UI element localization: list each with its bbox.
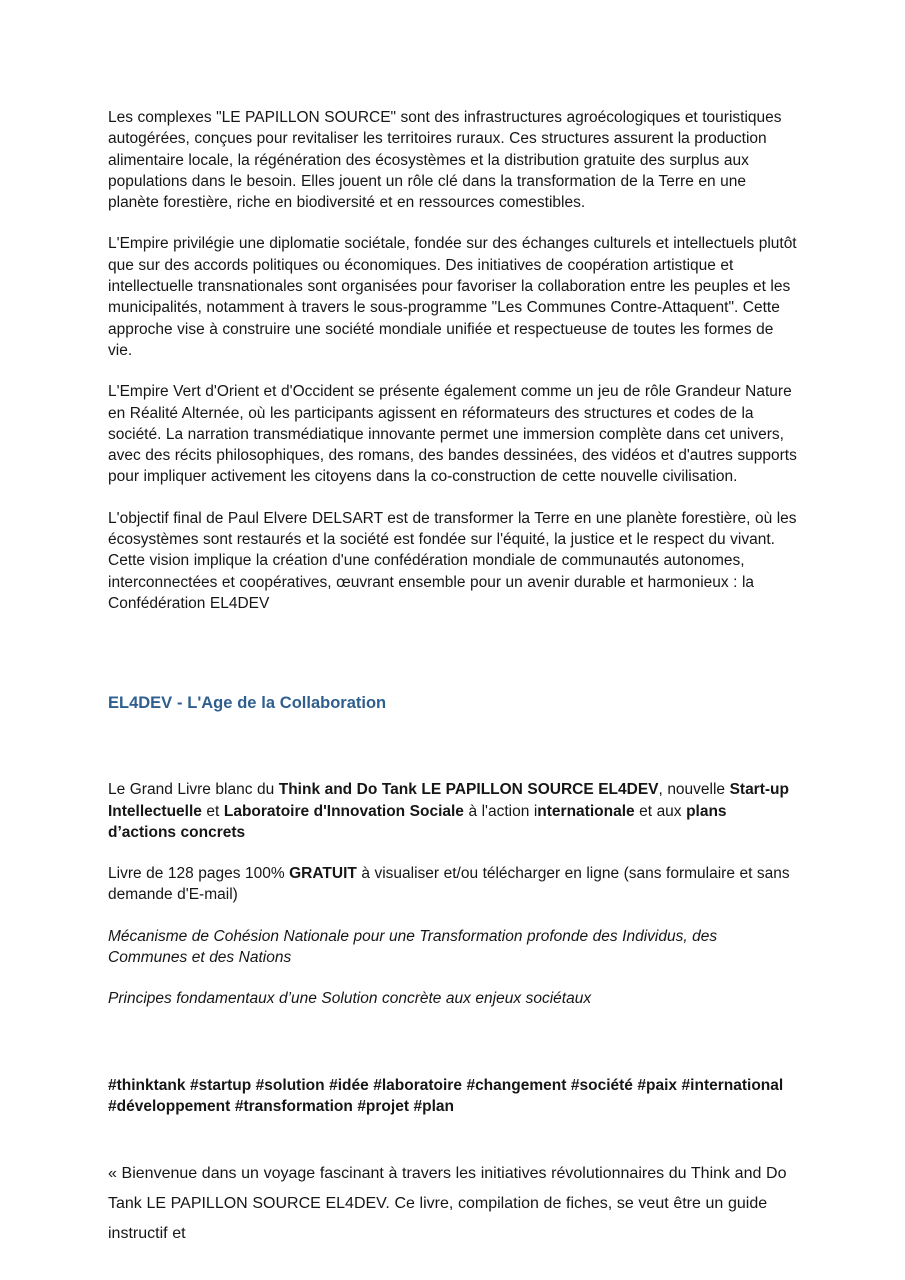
paragraph [108, 233, 798, 361]
paragraph [108, 779, 798, 843]
paragraph [108, 926, 798, 969]
text-segment: nternationale [537, 802, 635, 820]
text-segment: à l'action i [463, 802, 538, 820]
text-segment: Think and Do Tank LE PAPILLON SOURCE EL4DEV [278, 781, 659, 799]
text-segment: Les complexes "LE PAPILLON SOURCE" sont des infrastructures agroécologiques et touristiques autogérées, conçues pour revitaliser les territoires ruraux. Ces structures assurent la production alimentaire locale, la régénération des écosystèmes et la distribution gratuite des surplus aux populations dans le besoin. Elles jouent un rôle clé dans la transformation de la Terre en une planète forestière, riche en biodiversité et en ressources comestibles. [108, 109, 782, 212]
section-heading [108, 692, 798, 714]
spacer [108, 734, 798, 779]
paragraph [108, 381, 798, 487]
text-segment: L'Empire Vert d'Orient et d'Occident se présente également comme un jeu de rôle Grandeur Nature en Réalité Alternée, où les participants agissent en réformateurs des structures et codes de la société. La narration transmédiatique innovante permet une immersion complète dans cet univers, avec des récits philosophiques, des romans, des bandes dessinées, des vidéos et d'autres supports pour impliquer activement les citoyens dans la co-construction de cette nouvelle civilisation. [108, 383, 797, 486]
text-segment: L'objectif final de Paul Elvere DELSART est de transformer la Terre en une planète forestière, où les écosystèmes sont restaurés et la société est fondée sur l'équité, la justice et le respect du vivant. Cette vision implique la création d'une confédération mondiale de communautés autonomes, interconnectées et coopératives, œuvrant ensemble pour un avenir durable et harmonieux : la Confédération EL4DEV [108, 509, 797, 612]
text-segment: #thinktank #startup #solution #idée #laboratoire #changement #société #paix #international #développement #transformation #projet #plan [108, 1076, 784, 1115]
text-segment: GRATUIT [289, 865, 357, 883]
text-segment: Principes fondamentaux d’une Solution concrète aux enjeux sociétaux [108, 990, 592, 1008]
text-segment: Start-up Intellectuelle [108, 781, 789, 820]
text-segment: et aux [634, 802, 687, 820]
text-segment: Mécanisme de Cohésion Nationale pour une Transformation profonde des Individus, des Communes et des Nations [108, 927, 718, 967]
text-segment: Livre de 128 pages 100% [108, 865, 290, 883]
paragraph [108, 1159, 798, 1249]
text-segment: à visualiser et/ou télécharger en ligne (sans formulaire et sans demande d'E-mail) [108, 865, 790, 904]
text-segment: EL4DEV - L'Age de la Collaboration [108, 694, 387, 713]
paragraph [108, 508, 798, 614]
paragraph [108, 107, 798, 213]
document-body [108, 107, 798, 1269]
spacer [108, 634, 798, 692]
text-segment: Laboratoire d'Innovation Sociale [223, 802, 464, 820]
spacer [108, 1030, 798, 1075]
text-segment: plans d’actions concrets [108, 802, 727, 841]
text-segment: L'Empire privilégie une diplomatie sociétale, fondée sur des échanges culturels et intellectuels plutôt que sur des accords politiques ou économiques. Des initiatives de coopération artistique et intellectuelle transnationales sont organisées pour favoriser la collaboration entre les peuples et les municipalités, notamment à travers le sous-programme "Les Communes Contre-Attaquent". Cette approche vise à construire une société mondiale unifiée et respectueuse de toutes les formes de vie. [108, 235, 797, 359]
paragraph [108, 988, 798, 1009]
spacer [108, 1137, 798, 1159]
text-segment: « Bienvenue dans un voyage fascinant à travers les initiatives révolutionnaires du Think and Do Tank LE PAPILLON SOURCE EL4DEV. Ce livre, compilation de fiches, se veut être un guide instructif et [108, 1165, 787, 1243]
text-segment: , nouvelle [658, 781, 730, 799]
paragraph [108, 1075, 798, 1118]
paragraph [108, 863, 798, 906]
text-segment: et [201, 802, 224, 820]
text-segment: Le Grand Livre blanc du [108, 781, 279, 799]
